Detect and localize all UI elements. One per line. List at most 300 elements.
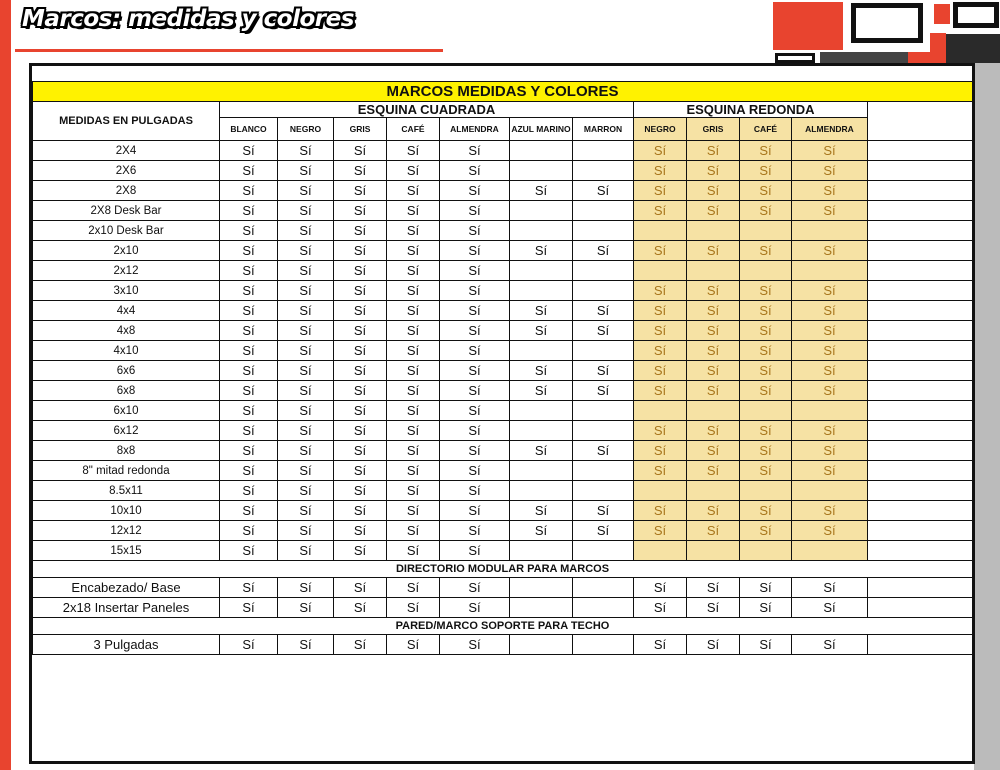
- cell-square: Sí: [440, 161, 510, 181]
- page-title: Marcos: medidas y colores: [22, 6, 354, 32]
- cell-square: Sí: [440, 501, 510, 521]
- size-label: 6x8: [33, 381, 220, 401]
- decor-red-block: [773, 2, 843, 50]
- cell-square: Sí: [334, 261, 387, 281]
- cell-round: Sí: [740, 521, 792, 541]
- cell-square: Sí: [387, 221, 440, 241]
- cell-round: [740, 541, 792, 561]
- cell-square: Sí: [220, 541, 278, 561]
- table-row: [33, 221, 973, 241]
- cell-square: [573, 221, 634, 241]
- cell-round: Sí: [634, 635, 687, 655]
- group-round-corner: ESQUINA REDONDA: [634, 102, 868, 118]
- cell-square: [573, 461, 634, 481]
- cell-round: [740, 481, 792, 501]
- blank-cell: [868, 181, 973, 201]
- cell-round: Sí: [634, 241, 687, 261]
- cell-round: Sí: [687, 201, 740, 221]
- size-label: 2X4: [33, 141, 220, 161]
- cell-square: Sí: [220, 281, 278, 301]
- blank-cell: [868, 635, 973, 655]
- cell-round: [792, 481, 868, 501]
- cell-square: Sí: [278, 241, 334, 261]
- cell-square: Sí: [220, 261, 278, 281]
- cell-round: Sí: [792, 381, 868, 401]
- cell-square: Sí: [510, 241, 573, 261]
- size-label: Encabezado/ Base: [33, 578, 220, 598]
- cell-square: Sí: [510, 301, 573, 321]
- cell-square: [510, 635, 573, 655]
- cell-round: Sí: [792, 141, 868, 161]
- table-row: [33, 181, 973, 201]
- cell-round: Sí: [634, 281, 687, 301]
- cell-square: Sí: [573, 181, 634, 201]
- cell-square: [573, 578, 634, 598]
- cell-square: Sí: [510, 321, 573, 341]
- cell-square: Sí: [220, 441, 278, 461]
- cell-round: Sí: [634, 381, 687, 401]
- cell-square: Sí: [387, 361, 440, 381]
- cell-square: Sí: [220, 521, 278, 541]
- cell-square: Sí: [510, 441, 573, 461]
- table-title: MARCOS MEDIDAS Y COLORES: [33, 82, 973, 102]
- frames-table: [32, 81, 973, 655]
- cell-square: Sí: [440, 578, 510, 598]
- cell-square: [573, 341, 634, 361]
- cell-square: Sí: [278, 481, 334, 501]
- size-label: 4x10: [33, 341, 220, 361]
- cell-square: Sí: [387, 521, 440, 541]
- cell-square: Sí: [387, 281, 440, 301]
- left-accent-bar: [0, 0, 11, 770]
- blank-cell: [868, 541, 973, 561]
- cell-square: Sí: [573, 381, 634, 401]
- cell-round: Sí: [740, 141, 792, 161]
- cell-square: [510, 401, 573, 421]
- cell-square: [510, 281, 573, 301]
- cell-round: [740, 221, 792, 241]
- cell-round: Sí: [792, 201, 868, 221]
- blank-cell: [868, 141, 973, 161]
- cell-round: Sí: [740, 321, 792, 341]
- cell-round: Sí: [740, 241, 792, 261]
- decor-red-small: [908, 52, 930, 63]
- table-row: [33, 401, 973, 421]
- col-header-square: CAFÉ: [387, 118, 440, 141]
- table-row: [33, 421, 973, 441]
- cell-square: Sí: [387, 241, 440, 261]
- cell-square: [510, 221, 573, 241]
- cell-round: Sí: [634, 301, 687, 321]
- cell-round: Sí: [687, 281, 740, 301]
- table-row: [33, 161, 973, 181]
- cell-square: Sí: [278, 321, 334, 341]
- cell-round: Sí: [634, 501, 687, 521]
- cell-round: [634, 261, 687, 281]
- group-square-corner: ESQUINA CUADRADA: [220, 102, 634, 118]
- cell-square: Sí: [387, 341, 440, 361]
- col-header-round: GRIS: [687, 118, 740, 141]
- cell-round: Sí: [634, 201, 687, 221]
- cell-square: Sí: [278, 281, 334, 301]
- cell-square: Sí: [573, 441, 634, 461]
- size-label: 2X8: [33, 181, 220, 201]
- cell-round: Sí: [740, 441, 792, 461]
- decor-red-tall: [930, 33, 946, 63]
- cell-square: Sí: [387, 161, 440, 181]
- cell-square: [573, 541, 634, 561]
- size-label: 15x15: [33, 541, 220, 561]
- cell-round: Sí: [740, 461, 792, 481]
- table-row: [33, 301, 973, 321]
- cell-square: Sí: [220, 361, 278, 381]
- col-header-square: BLANCO: [220, 118, 278, 141]
- cell-square: Sí: [220, 501, 278, 521]
- cell-square: [510, 261, 573, 281]
- cell-square: [573, 421, 634, 441]
- cell-square: [510, 421, 573, 441]
- blank-cell: [868, 161, 973, 181]
- table-row: [33, 441, 973, 461]
- cell-round: [634, 481, 687, 501]
- blank-header-cell: [868, 102, 973, 141]
- blank-cell: [868, 321, 973, 341]
- cell-square: Sí: [440, 401, 510, 421]
- cell-round: Sí: [740, 501, 792, 521]
- cell-round: [687, 401, 740, 421]
- cell-square: Sí: [334, 181, 387, 201]
- cell-square: Sí: [440, 421, 510, 441]
- col-header-round: NEGRO: [634, 118, 687, 141]
- size-label: 2X8 Desk Bar: [33, 201, 220, 221]
- cell-square: Sí: [278, 361, 334, 381]
- cell-square: Sí: [573, 301, 634, 321]
- blank-cell: [868, 261, 973, 281]
- cell-square: Sí: [440, 441, 510, 461]
- cell-square: Sí: [220, 221, 278, 241]
- cell-square: [510, 161, 573, 181]
- cell-round: Sí: [792, 321, 868, 341]
- cell-round: Sí: [687, 578, 740, 598]
- cell-square: Sí: [278, 401, 334, 421]
- cell-square: [510, 481, 573, 501]
- cell-round: Sí: [634, 141, 687, 161]
- cell-round: Sí: [634, 598, 687, 618]
- cell-square: Sí: [278, 141, 334, 161]
- title-underline: [15, 49, 443, 52]
- cell-square: Sí: [440, 361, 510, 381]
- decor-gray-strip: [820, 52, 910, 63]
- cell-round: Sí: [740, 598, 792, 618]
- cell-square: Sí: [387, 261, 440, 281]
- cell-square: Sí: [510, 501, 573, 521]
- cell-square: Sí: [387, 501, 440, 521]
- row-header-label: MEDIDAS EN PULGADAS: [33, 102, 220, 141]
- cell-round: Sí: [792, 181, 868, 201]
- blank-cell: [868, 598, 973, 618]
- cell-round: Sí: [634, 181, 687, 201]
- cell-square: Sí: [334, 201, 387, 221]
- cell-square: Sí: [220, 321, 278, 341]
- cell-square: Sí: [278, 578, 334, 598]
- table-row: [33, 521, 973, 541]
- table-row: [33, 598, 973, 618]
- cell-square: Sí: [387, 541, 440, 561]
- size-label: 6x12: [33, 421, 220, 441]
- col-header-square: ALMENDRA: [440, 118, 510, 141]
- cell-square: Sí: [278, 598, 334, 618]
- col-header-square: GRIS: [334, 118, 387, 141]
- cell-square: Sí: [440, 261, 510, 281]
- cell-round: [740, 401, 792, 421]
- cell-round: Sí: [687, 181, 740, 201]
- cell-round: Sí: [740, 381, 792, 401]
- cell-square: Sí: [278, 441, 334, 461]
- cell-square: Sí: [220, 421, 278, 441]
- cell-round: Sí: [687, 461, 740, 481]
- cell-square: Sí: [278, 261, 334, 281]
- blank-cell: [868, 441, 973, 461]
- cell-round: [634, 541, 687, 561]
- cell-square: [510, 141, 573, 161]
- cell-square: Sí: [278, 635, 334, 655]
- cell-round: Sí: [740, 635, 792, 655]
- cell-round: Sí: [687, 141, 740, 161]
- cell-square: Sí: [387, 381, 440, 401]
- section-wall-ceiling-support: PARED/MARCO SOPORTE PARA TECHO: [33, 618, 973, 635]
- cell-round: Sí: [792, 361, 868, 381]
- cell-square: Sí: [334, 501, 387, 521]
- cell-square: Sí: [278, 201, 334, 221]
- blank-cell: [868, 341, 973, 361]
- cell-square: [573, 598, 634, 618]
- table-row: [33, 201, 973, 221]
- cell-round: Sí: [740, 301, 792, 321]
- cell-square: Sí: [440, 341, 510, 361]
- cell-square: Sí: [220, 241, 278, 261]
- table-row: [33, 635, 973, 655]
- cell-round: Sí: [687, 381, 740, 401]
- cell-square: Sí: [334, 141, 387, 161]
- size-label: 10x10: [33, 501, 220, 521]
- blank-cell: [868, 501, 973, 521]
- cell-round: [740, 261, 792, 281]
- cell-square: Sí: [573, 241, 634, 261]
- cell-round: Sí: [792, 441, 868, 461]
- cell-square: Sí: [334, 635, 387, 655]
- cell-round: Sí: [687, 241, 740, 261]
- size-label: 3x10: [33, 281, 220, 301]
- cell-square: [573, 281, 634, 301]
- table-row: [33, 341, 973, 361]
- table-row: [33, 501, 973, 521]
- cell-square: Sí: [510, 521, 573, 541]
- cell-round: Sí: [687, 521, 740, 541]
- cell-round: [792, 221, 868, 241]
- cell-round: Sí: [687, 161, 740, 181]
- cell-round: Sí: [792, 421, 868, 441]
- cell-square: Sí: [573, 321, 634, 341]
- cell-square: Sí: [220, 341, 278, 361]
- cell-square: Sí: [440, 141, 510, 161]
- cell-square: Sí: [334, 598, 387, 618]
- cell-round: Sí: [634, 321, 687, 341]
- cell-square: Sí: [278, 461, 334, 481]
- cell-square: Sí: [387, 181, 440, 201]
- cell-round: Sí: [792, 501, 868, 521]
- blank-cell: [868, 381, 973, 401]
- cell-square: Sí: [387, 301, 440, 321]
- cell-square: Sí: [387, 321, 440, 341]
- cell-square: Sí: [278, 161, 334, 181]
- blank-cell: [868, 241, 973, 261]
- cell-round: Sí: [634, 341, 687, 361]
- cell-square: Sí: [278, 341, 334, 361]
- cell-square: Sí: [387, 401, 440, 421]
- size-label: 6x6: [33, 361, 220, 381]
- blank-cell: [868, 301, 973, 321]
- cell-square: Sí: [334, 541, 387, 561]
- cell-round: Sí: [687, 598, 740, 618]
- cell-round: [634, 401, 687, 421]
- cell-round: Sí: [792, 578, 868, 598]
- cell-square: [510, 598, 573, 618]
- size-label: 12x12: [33, 521, 220, 541]
- cell-square: Sí: [387, 635, 440, 655]
- cell-square: Sí: [334, 241, 387, 261]
- cell-square: Sí: [220, 598, 278, 618]
- table-row: [33, 261, 973, 281]
- cell-round: Sí: [792, 635, 868, 655]
- cell-square: Sí: [278, 301, 334, 321]
- cell-square: Sí: [387, 598, 440, 618]
- cell-square: Sí: [440, 281, 510, 301]
- cell-square: [510, 578, 573, 598]
- size-label: 2x18 Insertar Paneles: [33, 598, 220, 618]
- cell-square: Sí: [334, 341, 387, 361]
- cell-square: Sí: [510, 381, 573, 401]
- cell-square: Sí: [278, 501, 334, 521]
- blank-cell: [868, 421, 973, 441]
- decor-black-frame-2: [953, 2, 999, 28]
- table-row: [33, 321, 973, 341]
- cell-square: [573, 401, 634, 421]
- cell-square: Sí: [334, 461, 387, 481]
- cell-square: Sí: [440, 221, 510, 241]
- cell-square: Sí: [510, 361, 573, 381]
- cell-square: Sí: [387, 201, 440, 221]
- col-header-round: CAFÉ: [740, 118, 792, 141]
- cell-square: Sí: [440, 635, 510, 655]
- cell-square: Sí: [334, 321, 387, 341]
- cell-round: [634, 221, 687, 241]
- cell-round: Sí: [687, 441, 740, 461]
- cell-square: Sí: [334, 301, 387, 321]
- cell-round: Sí: [740, 181, 792, 201]
- cell-round: [687, 261, 740, 281]
- cell-round: [687, 481, 740, 501]
- cell-square: Sí: [387, 441, 440, 461]
- table-row: [33, 461, 973, 481]
- cell-round: [792, 541, 868, 561]
- cell-round: Sí: [740, 281, 792, 301]
- cell-square: Sí: [278, 381, 334, 401]
- cell-square: Sí: [440, 481, 510, 501]
- cell-round: Sí: [740, 578, 792, 598]
- decor-right-gray: [974, 63, 1000, 770]
- cell-round: Sí: [792, 521, 868, 541]
- cell-square: Sí: [440, 321, 510, 341]
- size-label: 4x4: [33, 301, 220, 321]
- cell-square: Sí: [220, 301, 278, 321]
- cell-square: Sí: [220, 461, 278, 481]
- cell-square: Sí: [278, 181, 334, 201]
- cell-round: Sí: [792, 341, 868, 361]
- cell-round: [792, 261, 868, 281]
- col-header-square: MARRON: [573, 118, 634, 141]
- cell-square: Sí: [440, 521, 510, 541]
- table-row: [33, 141, 973, 161]
- cell-square: Sí: [334, 381, 387, 401]
- cell-square: Sí: [334, 361, 387, 381]
- blank-cell: [868, 221, 973, 241]
- cell-round: Sí: [687, 421, 740, 441]
- cell-square: Sí: [573, 501, 634, 521]
- section-modular-directory: DIRECTORIO MODULAR PARA MARCOS: [33, 561, 973, 578]
- cell-square: Sí: [573, 521, 634, 541]
- cell-round: Sí: [740, 201, 792, 221]
- blank-cell: [868, 461, 973, 481]
- cell-square: Sí: [440, 241, 510, 261]
- cell-square: Sí: [387, 141, 440, 161]
- cell-square: [573, 161, 634, 181]
- blank-cell: [868, 401, 973, 421]
- cell-square: Sí: [278, 421, 334, 441]
- cell-round: Sí: [687, 301, 740, 321]
- cell-square: Sí: [220, 578, 278, 598]
- cell-square: Sí: [573, 361, 634, 381]
- cell-round: Sí: [634, 521, 687, 541]
- size-label: 6x10: [33, 401, 220, 421]
- size-label: 2x10: [33, 241, 220, 261]
- table-row: [33, 541, 973, 561]
- cell-square: Sí: [440, 201, 510, 221]
- cell-square: Sí: [334, 161, 387, 181]
- cell-round: Sí: [634, 421, 687, 441]
- cell-square: Sí: [387, 461, 440, 481]
- decor-small-frame: [775, 53, 815, 63]
- cell-square: Sí: [334, 481, 387, 501]
- size-label: 3 Pulgadas: [33, 635, 220, 655]
- cell-square: Sí: [220, 181, 278, 201]
- size-label: 8.5x11: [33, 481, 220, 501]
- cell-round: Sí: [792, 241, 868, 261]
- table-row: [33, 481, 973, 501]
- cell-square: Sí: [334, 421, 387, 441]
- cell-round: Sí: [687, 341, 740, 361]
- cell-square: Sí: [278, 541, 334, 561]
- blank-cell: [868, 361, 973, 381]
- table-row: [33, 281, 973, 301]
- cell-square: Sí: [334, 578, 387, 598]
- cell-round: Sí: [634, 161, 687, 181]
- cell-square: Sí: [220, 161, 278, 181]
- blank-cell: [868, 578, 973, 598]
- size-label: 2x12: [33, 261, 220, 281]
- table-row: [33, 241, 973, 261]
- cell-square: [510, 461, 573, 481]
- blank-cell: [868, 201, 973, 221]
